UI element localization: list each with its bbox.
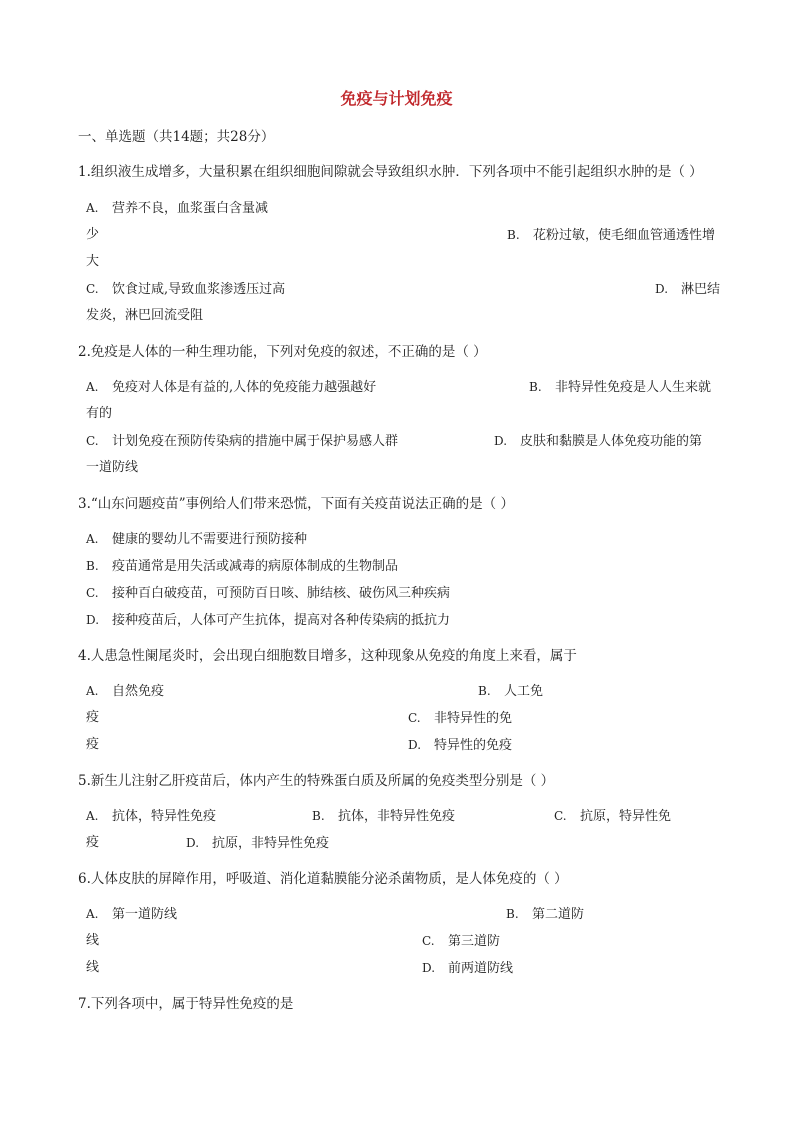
page-title: 免疫与计划免疫 [340,89,453,108]
option-letter: C. [408,711,421,725]
question-6-stem: 6.人体皮肤的屏障作用，呼吸道、消化道黏膜能分泌杀菌物质，是人体免疫的（ ） [78,871,568,887]
q1-option-b [507,226,715,245]
q1-option-c [86,280,285,299]
q3-option-a [86,530,307,549]
q6-option-c [422,932,500,951]
option-letter: B. [478,684,491,698]
option-letter: D. [494,434,508,448]
q1-option-d [655,280,720,299]
option-text: 特异性的免疫 [434,738,513,753]
q1-option-a-wrap: 少 [86,227,100,242]
option-text: 疫苗通常是用失活或减毒的病原体制成的生物制品 [112,559,399,574]
option-letter: D. [86,613,100,627]
option-text: 接种百白破疫苗，可预防百日咳、肺结核、破伤风三种疾病 [112,586,451,601]
q5-option-c-wrap: 疫 [86,835,100,850]
q6-option-b [506,905,584,924]
option-text: 皮肤和黏膜是人体免疫功能的第 [520,434,703,449]
q2-option-a [86,378,376,397]
q4-option-b [478,682,543,701]
option-text: 淋巴结 [681,282,721,297]
q2-option-b-wrap: 有的 [86,406,113,421]
option-letter: C. [86,434,99,448]
option-text: 第一道防线 [112,907,178,922]
option-letter: D. [186,836,200,850]
option-letter: C. [86,282,99,296]
section-heading: 一、单选题（共14题；共28分） [78,129,275,145]
option-letter: B. [507,228,520,242]
question-5-stem: 5.新生儿注射乙肝疫苗后，体内产生的特殊蛋白质及所属的免疫类型分别是（ ） [78,773,555,789]
q4-option-b-wrap: 疫 [86,710,100,725]
q5-option-d [186,834,329,853]
option-letter: A. [86,201,99,215]
q2-option-d-wrap: 一道防线 [86,460,139,475]
option-text: 自然免疫 [112,684,165,699]
option-letter: C. [554,809,567,823]
option-text: 第二道防 [532,907,585,922]
option-text: 花粉过敏，使毛细血管通透性增 [533,228,716,243]
option-text: 人工免 [504,684,544,699]
q5-option-a [86,807,216,826]
option-letter: A. [86,809,99,823]
option-text: 健康的婴幼儿不需要进行预防接种 [112,532,308,547]
option-text: 接种疫苗后，人体可产生抗体，提高对各种传染病的抵抗力 [112,613,451,628]
q3-option-b [86,557,398,576]
question-4-stem: 4.人患急性阑尾炎时，会出现白细胞数目增多，这种现象从免疫的角度上来看，属于 [78,648,577,664]
option-letter: C. [422,934,435,948]
q5-option-b [312,807,455,826]
q4-option-c-wrap: 疫 [86,737,100,752]
option-letter: A. [86,380,99,394]
option-text: 抗体，非特异性免疫 [338,809,456,824]
question-3-stem: 3.“山东问题疫苗”事例给人们带来恐慌，下面有关疫苗说法正确的是（ ） [78,496,514,512]
option-letter: D. [408,738,422,752]
option-letter: A. [86,684,99,698]
option-letter: B. [86,559,99,573]
option-text: 抗体，特异性免疫 [112,809,217,824]
option-text: 抗原，非特异性免疫 [212,836,330,851]
q3-option-d [86,611,450,630]
option-letter: A. [86,532,99,546]
q4-option-a [86,682,164,701]
q5-option-c [554,807,671,826]
q4-option-c [408,709,512,728]
q1-option-a [86,199,268,218]
option-text: 第三道防 [448,934,501,949]
q1-option-d-wrap: 发炎，淋巴回流受阻 [86,308,204,323]
q4-option-d [408,736,512,755]
option-text: 饮食过咸,导致血浆渗透压过高 [112,282,286,297]
option-text: 非特异性的免 [434,711,513,726]
option-text: 抗原，特异性免 [580,809,672,824]
option-letter: D. [422,961,436,975]
q2-option-b [529,378,711,397]
q6-option-d [422,959,513,978]
question-7-stem: 7.下列各项中，属于特异性免疫的是 [78,996,294,1012]
q6-option-c-wrap: 线 [86,960,100,975]
option-letter: B. [529,380,542,394]
q2-option-d [494,432,702,451]
q2-option-c [86,432,398,451]
q1-option-b-wrap: 大 [86,254,100,269]
q6-option-b-wrap: 线 [86,933,100,948]
question-2-stem: 2.免疫是人体的一种生理功能，下列对免疫的叙述，不正确的是（ ） [78,344,487,360]
option-letter: B. [312,809,325,823]
option-text: 免疫对人体是有益的,人体的免疫能力越强越好 [112,380,377,395]
option-text: 非特异性免疫是人人生来就 [555,380,712,395]
q6-option-a [86,905,177,924]
option-letter: A. [86,907,99,921]
option-letter: D. [655,282,669,296]
option-letter: C. [86,586,99,600]
question-1-stem: 1.组织液生成增多，大量积累在组织细胞间隙就会导致组织水肿．下列各项中不能引起组织水肿的是（ ） [78,164,703,180]
option-text: 营养不良，血浆蛋白含量减 [112,201,269,216]
option-text: 计划免疫在预防传染病的措施中属于保护易感人群 [112,434,399,449]
option-letter: B. [506,907,519,921]
q3-option-c [86,584,450,603]
option-text: 前两道防线 [448,961,514,976]
